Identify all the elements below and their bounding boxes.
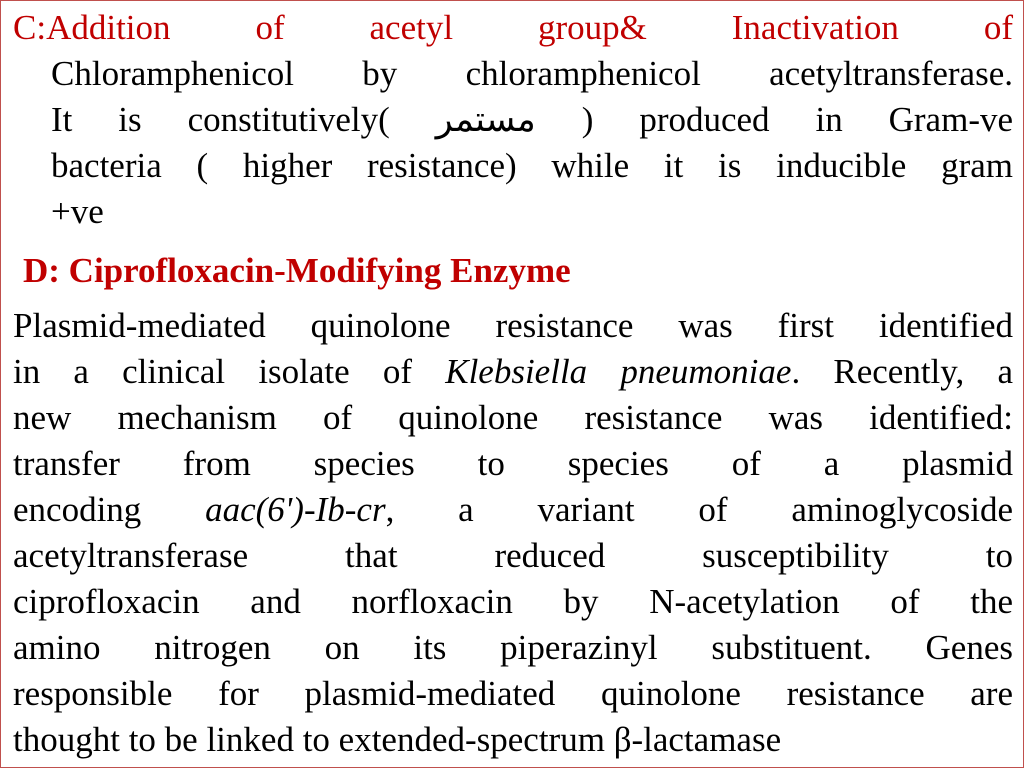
section-d-line-8: amino nitrogen on its piperazinyl substituent. Genes: [13, 628, 1013, 667]
section-d-heading: D: Ciprofloxacin-Modifying Enzyme: [23, 251, 571, 290]
section-c-label: C:: [13, 8, 47, 47]
species-name: Klebsiella pneumoniae: [445, 352, 792, 391]
section-d-line-5-after: , a variant of aminoglycoside: [385, 490, 1014, 529]
section-d-line-5: [13, 487, 1013, 533]
section-d-line-3: new mechanism of quinolone resistance was identified:: [13, 398, 1013, 437]
gene-name: aac(6')-Ib-cr: [205, 490, 386, 529]
section-c-line-4: bacteria ( higher resistance) while it is inducible gram: [51, 146, 1013, 185]
section-c-line-1: [13, 5, 1013, 51]
section-c-title: Addition of acetyl group& Inactivation of: [46, 8, 1013, 47]
section-d-line-2: [13, 349, 1013, 395]
section-c-line-3: [51, 97, 1013, 143]
section-d-line-6: acetyltransferase that reduced susceptibility to: [13, 536, 1013, 575]
section-c-line-3-after: ) produced in Gram-ve: [581, 100, 1014, 139]
section-c-arabic-word: مستمر: [435, 100, 536, 139]
section-d-line-2-before: in a clinical isolate of: [13, 352, 446, 391]
section-d-line-4: transfer from species to species of a plasmid: [13, 444, 1013, 483]
section-d-line-7: ciprofloxacin and norfloxacin by N-acetylation of the: [13, 582, 1013, 621]
section-d-line-10: thought to be linked to extended-spectrum β-lactamase: [13, 720, 782, 759]
section-d-line-2-after: . Recently, a: [791, 352, 1013, 391]
section-c-line-2: Chloramphenicol by chloramphenicol acetyltransferase.: [51, 54, 1013, 93]
section-d-line-9: responsible for plasmid-mediated quinolone resistance are: [13, 674, 1013, 713]
section-c-line-5: +ve: [51, 192, 104, 231]
section-c-line-3-before: It is constitutively(: [51, 100, 390, 139]
section-d-line-5-before: encoding: [13, 490, 206, 529]
section-d-line-1: Plasmid-mediated quinolone resistance was first identified: [13, 306, 1013, 345]
